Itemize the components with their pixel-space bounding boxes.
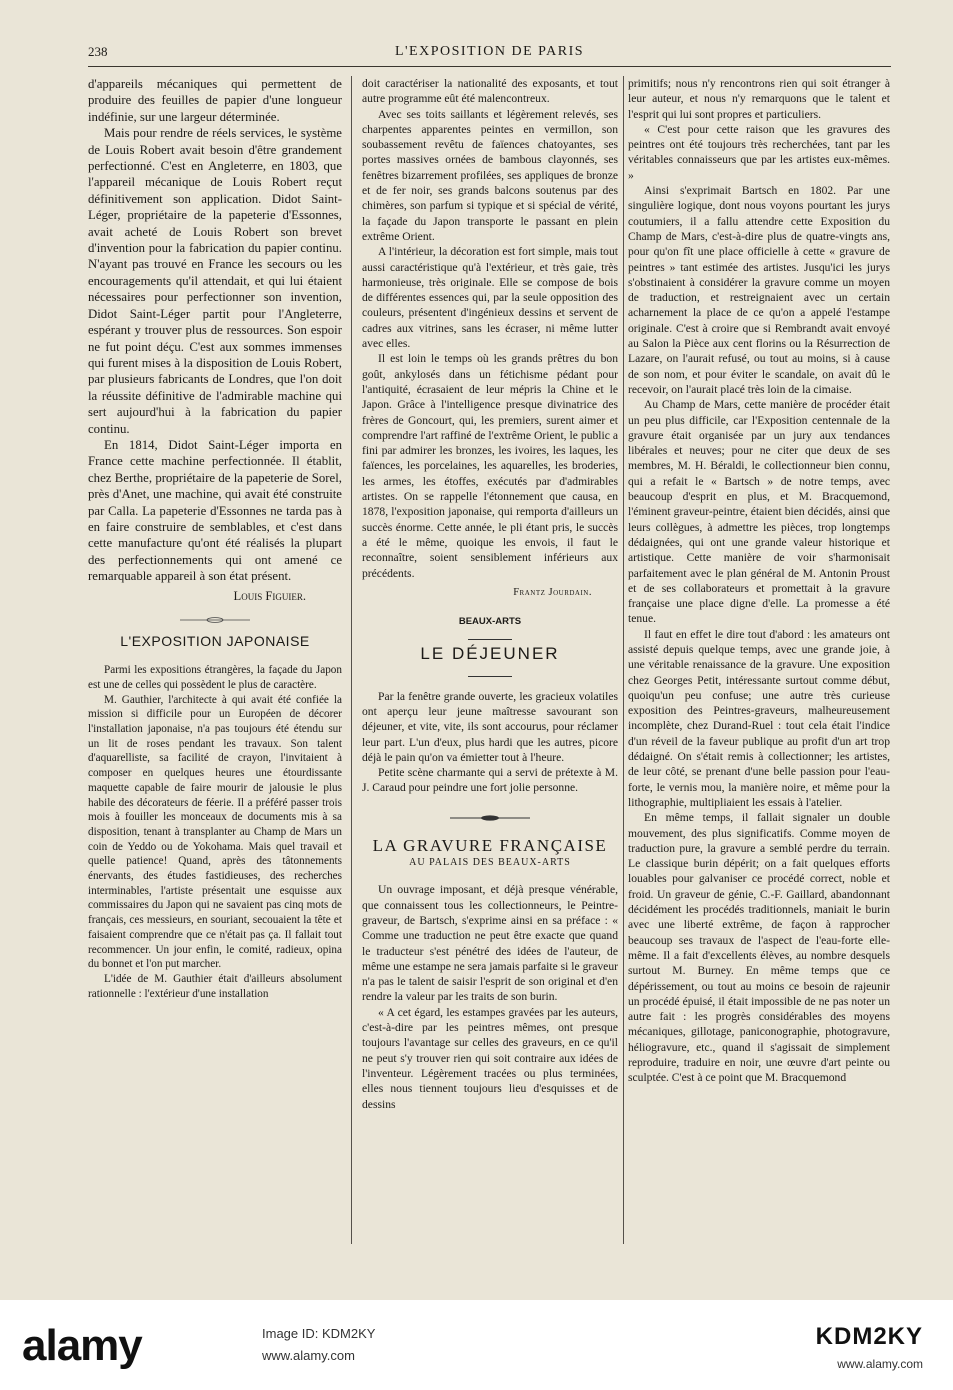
paragraph: primitifs; nous n'y rencontrons rien qui soit étranger à leur auteur, et nous n'y remarquons que le talent et l'esprit qui lui sont propres et particuliers. [628,77,890,121]
page-header [88,44,891,67]
paragraph: Parmi les expositions étrangères, la façade du Japon est une de celles qui possèdent le plus de caractère. [88,664,342,691]
ornament-divider [88,616,342,624]
column-rule [623,76,624,1244]
author-signature: Louis Figuier. [233,588,306,603]
stock-logo: alamy [22,1321,142,1370]
paragraph: « C'est pour cette raison que les gravures des peintres ont été toujours très recherchées, tant par les véritables connaisseurs que par les artistes eux-mêmes. » [628,122,890,182]
author-signature: Frantz Jourdain. [513,586,592,598]
paragraph: A l'intérieur, la décoration est fort simple, mais tout aussi caractéristique qu'à l'extérieur, et très gaie, très harmonieuse, très originale. Elle se compose de bois de différentes essences qui, par la seule opposition des couleurs, présentent d'ingénieux dessins et servent de cadres aux vitrines, sans les écraser, ni même lutter avec elles. [362,245,618,351]
watermark-info [262,1323,375,1367]
section-title: L'EXPOSITION JAPONAISE [120,632,310,649]
paragraph: doit caractériser la nationalité des exposants, et tout autre programme eût été malencontreux. [362,77,618,106]
running-title: L'EXPOSITION DE PARIS [394,44,585,59]
paragraph: Avec ses toits saillants et légèrement relevés, ses charpentes apparentes peintes en vermillon, son soubassement revêtu de faïences chatoyantes, ses portes massives ornées de bambous clayonnés, ses fenêtres bizarrement profilées, ses appliques de bronze et de fer noir, ses grands balcons soutenus par des chimères, son parfum si typique et si spécial de vérité, la façade du Japon transporte le passant en plein extrême Orient. [362,107,618,243]
article-subtitle: AU PALAIS DES BEAUX-ARTS [409,857,571,869]
paragraph: L'idée de M. Gauthier était d'ailleurs absolument rationnelle : l'extérieur d'une installation [88,972,342,1000]
column-3 [628,76,890,1248]
ornament-divider [362,814,618,822]
stock-watermark-band [0,1301,953,1390]
article-title: LA GRAVURE FRANÇAISE [372,835,608,855]
column-1 [88,76,342,1248]
paragraph: Par la fenêtre grande ouverte, les gracieux volatiles ont aperçu leur jeune maîtresse savourant son déjeuner, et vite, vite, ils sont accourus, pour réclamer leur part. L'un d'eux, plus hardi que les autres, picore déjà le pain qu'on va émietter tout à l'heure. [362,689,618,764]
column-rule [351,76,352,1244]
divider [468,639,512,640]
paragraph: « A cet égard, les estampes gravées par les auteurs, c'est-à-dire par les peintres mêmes, ont presque toujours l'avantage sur celles des graveurs, en ce qu'il ne peut s'y trouver rien qui soit contraire aux idées de l'inventeur. Légèrement tracées ou plus terminées, elles nous tiennent toujours lieu d'esquisses et de dessins [362,1005,618,1111]
image-id: KDM2KY [815,1323,923,1350]
section-kicker: BEAUX-ARTS [458,616,522,628]
divider [468,676,512,677]
paragraph: d'appareils mécaniques qui permettent de produire des feuilles de papier d'une longueur indéfinie, sur une largeur déterminée. [88,77,342,124]
paragraph: En 1814, Didot Saint-Léger importa en France cette machine perfectionnée. Il établit, chez Berthe, propriétaire de la papeterie de Sorel, près d'Anet, une machine, qui avait été construite par Calla. La papeterie d'Essonnes ne tarda pas à en faire construire de semblables, et c'est dans cette manufacture qu'ont été réalisés la plupart des perfectionnements qui ont amené ce remarquable appareil à son état présent. [88,437,342,584]
paragraph: Ainsi s'exprimait Bartsch en 1802. Par une singulière logique, dont nous voyons pourtant les jurys coutumiers, il a fallu attendre cette Exposition du Champ de Mars, c'est-à-dire plus de quatre-vingts ans, pour qu'on fît une place officielle à cette « gravure de peintres » tant estimée des artistes. Jusqu'ici les jurys s'obstinaient à considérer la gravure comme un moyen de traduction, et restreignaient avec un certain acharnement la place de ce qu'on a appelé l'estampe originale. C'est à croire que si Rembrandt avait envoyé au Salon la Pièce aux cent florins ou la Résurrection de Lazare, on l'aurait refusé, ou tout au moins, si à cause de son nom, et pour éviter le scandale, on avait dû le recevoir, on l'aurait placé très loin de la cimaise. [628,184,890,396]
paragraph: Petite scène charmante qui a servi de prétexte à M. J. Caraud pour peindre une fort jolie personne. [362,766,618,795]
paragraph: Au Champ de Mars, cette manière de procéder était un peu plus difficile, car l'Exposition centennale de la gravure était organisée par un jury aux tendances libérales et neuves; pour ne citer que deux de ses membres, M. H. Béraldi, le collectionneur bien connu, qui a refait le « Bartsch » de notre temps, avec beaucoup d'esprit en plus, et M. Bracquemond, l'éminent graveur-peintre, étaient bien décidés, ainsi que leurs collègues, à admettre les pièces, trop longtemps dédaignées, qui ont une grande valeur historique et artistique. Cette manière de voir s'harmonisait parfaitement avec le plan général de M. Antonin Proust et de ses collaborateurs et promettait à la gravure française une place digne d'elle. La promesse a été tenue. [628,398,890,626]
page-number: 238 [88,44,108,59]
watermark-info-line: Image ID: KDM2KY [262,1326,376,1341]
paragraph: Il est loin le temps où les grands prêtres du bon goût, ankylosés dans un fétichisme pédant pour l'antiquité, écrasaient de leur mépris la Chine et le Japon. Grâce à l'intelligence presque divinatrice des frères de Goncourt, qui, les premiers, surent aimer et comprendre l'art raffiné de l'extrême Orient, le public a fini par admirer les bronzes, les ivoires, les laques, les faïences, les porcelaines, les aquarelles, les broderies, les armes, les étoffes, exécutés par d'admirables artistes. On se rappelle l'étonnement que causa, en 1878, l'exposition japonaise, qui remporta d'ailleurs un succès énorme. Cette année, le pli étant pris, le succès a été le même, quoique les envois, il faut le reconnaître, soient sensiblement inférieurs aux précédents. [362,352,618,580]
section-title: LE DÉJEUNER [420,644,560,664]
watermark-info-line: www.alamy.com [262,1348,355,1363]
paragraph: Il faut en effet le dire tout d'abord : les amateurs ont assisté depuis quelque temps, avec une grande joie, à une véritable renaissance de la gravure. Une exposition chez Georges Petit, intéressante surtout comme début, quoiqu'un peu confuse; une autre très curieuse exposition des Peintres-graveurs, malheureusement incomplète, chez Durand-Ruel : tout cela était l'indice d'un réveil de la faveur publique au profit d'un art trop dédaigné. On s'était remis à collectionner; les artistes, de leur côté, se prenant d'une belle passion pour l'eau-forte, le vernis mou, la manière noire, et même pour la lithographie, multipliaient les essais à l'atelier. [628,627,890,809]
paragraph: Mais pour rendre de réels services, le système de Louis Robert avait besoin d'être grandement perfectionné. C'est en Angleterre, en 1803, que l'appareil mécanique de Louis Robert reçut définitivement son application. Didot Saint-Léger, propriétaire de la papeterie d'Essonnes, avait acheté de Louis Robert son brevet d'invention pour la fabrication du papier continu. N'ayant pas trouvé en France les secours ou les encouragements qu'il attendait, et qui lui étaient nécessaires pour perfectionner son invention, Didot Saint-Léger partit pour l'Angleterre, espérant y trouver plus de ressources. Son espoir ne fut point déçu. C'est aux sommes immenses qui furent mises à la disposition de Louis Robert, par plusieurs fabricants de Londres, que l'on doit la réussite définitive de l'admirable machine qui sert aujourd'hui à la fabrication du papier continu. [88,126,342,436]
paragraph: Un ouvrage imposant, et déjà presque vénérable, que connaissent tous les collectionneurs, le Peintre-graveur, de Bartsch, s'exprime ainsi en sa préface : « Comme une traduction ne peut être exacte que quand le traducteur s'est pénétré des idées de l'auteur, de même une estampe ne sera jamais parfaite si le graveur n'a pas le talent de saisir l'esprit de son original et d'en rendre la valeur par les traits de son burin. [362,883,618,1004]
paragraph: En même temps, il fallait signaler un double mouvement, des plus significatifs. Comme moyen de traduction pure, la gravure a semblé perdre du terrain. Le classique burin dépérit; on a fait quelques efforts louables pour galvaniser ce procédé correct, noble et froid. Un graveur de génie, C.-F. Gaillard, abandonnant décidément les procédés traditionnels, maniait le burin avec une liberté extrême, de façon à rapprocher beaucoup ses travaux de l'aspect de l'eau-forte elle-même. Il a fait d'excellents élèves, au nombre desquels surtout M. Burney. En même temps que ce dépérissement, ou tout au moins ce besoin de rajeunir un procédé épuisé, il était impossible de ne pas noter un autre fait : les progrès considérables des moyens mécaniques, gillotage, paniconographie, photogravure, héliogravure, etc., quand il s'agissait de simplement reproduire, traduire en noir, une œuvre d'art peinte ou sculptée. C'est à ce point que M. Bracquemond [628,811,890,1085]
column-2 [362,76,618,1248]
paragraph: M. Gauthier, l'architecte à qui avait été confiée la mission si difficile pour un Européen de décorer l'installation japonaise, n'a pas toujours été étendu sur un lit de roses pendant les travaux. Son talent d'aquarelliste, sa facilité de crayon, l'invitaient à composer en quelques heures une étourdissante maquette capable de faire mourir de jalousie le plus habile des décorateurs de féerie. Il a préféré passer trois mois à fouiller les monceaux de documents mis à sa disposition, tenant à transplanter au Champ de Mars un coin de Yeddo ou de Yokohama. Mais quel travail et quelle patience! Quand, après des tâtonnements énervants, des études fastidieuses, des recherches interminables, l'artiste présentait une esquisse aux commissaires du Japon qui ne savaient pas cinq mots de français, ces messieurs, en souriant, secouaient la tête et faisaient comprendre que ce n'était pas ça. Il fallait tout recommencer. Un jour enfin, le comité, radieux, opina du bonnet et l'on put marcher. [88,693,342,971]
watermark-site: www.alamy.com [837,1357,923,1371]
